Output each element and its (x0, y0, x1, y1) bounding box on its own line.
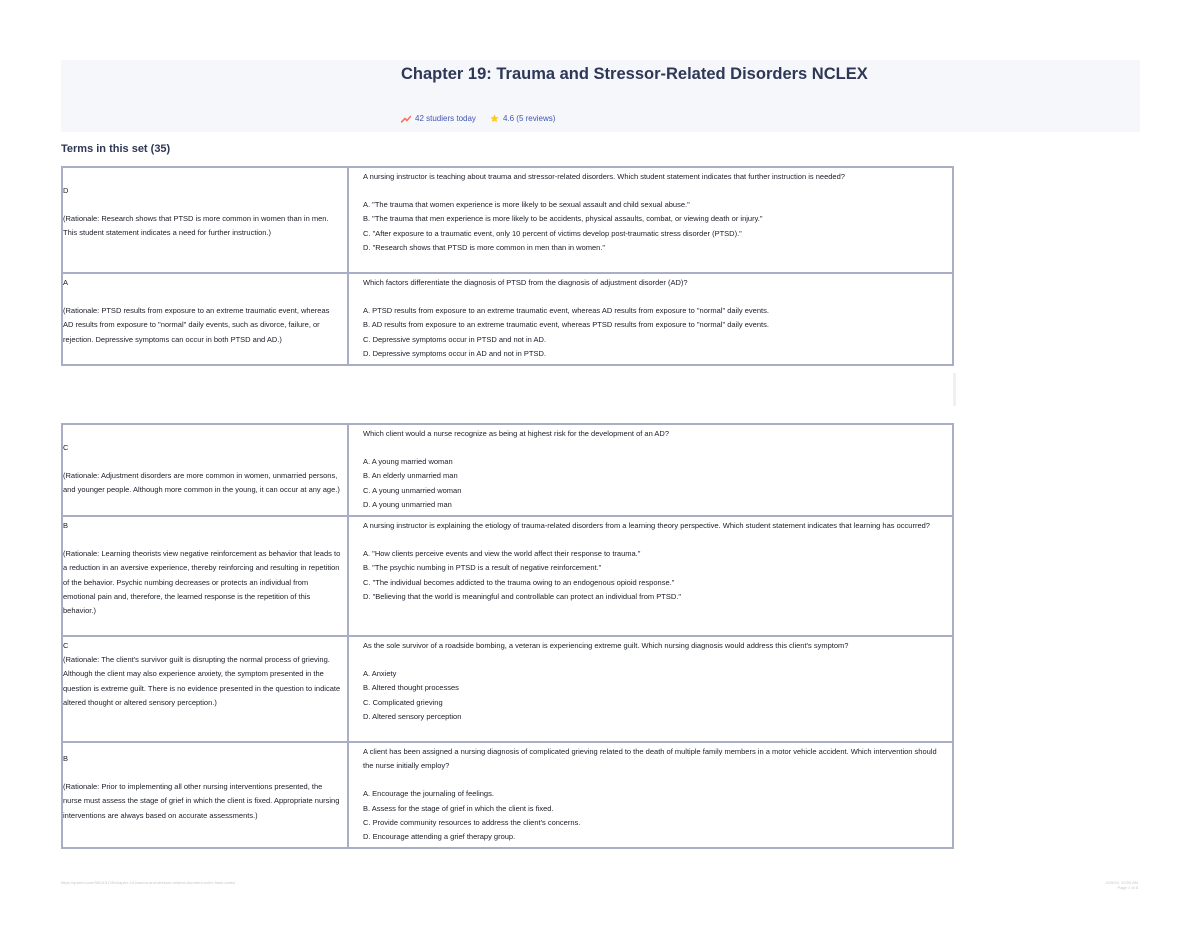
answer-options (363, 198, 940, 255)
option-item: D. Depressive symptoms occur in AD and not in PTSD. (363, 348, 546, 358)
studiers-count: 42 studiers today (415, 114, 476, 123)
term-row (63, 274, 952, 364)
option-item: D. "Research shows that PTSD is more common in men than in women." (363, 242, 606, 252)
footer-url[interactable]: https://quizlet.com/381115178/chapter-19-trauma-and-stressor-related-disorders-nclex-flash-cards/ (61, 880, 236, 885)
footer-page-number: Page 1 of 8 (1117, 885, 1138, 890)
option-item: B. "The psychic numbing in PTSD is a result of negative reinforcement." (363, 563, 602, 573)
footer-page-info (1106, 880, 1138, 890)
answer-options (363, 455, 940, 512)
rationale-text: (Rationale: PTSD results from exposure to an extreme traumatic event, whereas AD results from exposure to "normal" daily events, such as divorce, failure, or rejection. Depressive symptoms can occur in both PTSD and AD.) (63, 306, 332, 344)
question-cell (349, 274, 952, 364)
option-item: A. "The trauma that women experience is more likely to be sexual assault and child sexual abuse." (363, 200, 690, 210)
option-item: D. Encourage attending a grief therapy group. (363, 832, 516, 842)
option-item: A. A young married woman (363, 457, 453, 467)
option-item: D. A young unmarried man (363, 499, 452, 509)
option-item: C. Depressive symptoms occur in PTSD and not in AD. (363, 334, 546, 344)
answer-cell (63, 168, 349, 272)
option-item: A. Anxiety (363, 669, 397, 679)
trending-icon (401, 115, 411, 123)
answer-letter: C (63, 443, 69, 452)
answer-options (363, 667, 940, 724)
option-item: D. "Believing that the world is meaningful and controllable can protect an individual from PTSD." (363, 591, 681, 601)
page-edge (953, 373, 956, 406)
question-cell (349, 425, 952, 515)
option-item: C. "The individual becomes addicted to the trauma owing to an endogenous opioid response." (363, 577, 675, 587)
answer-letter: A (63, 278, 69, 287)
rationale-text: (Rationale: Learning theorists view negative reinforcement as behavior that leads to a reduction in an aversive experience, thereby reinforcing and resulting in repetition of the behavior. Psychic numbing decreases or protects an individual from emotional pain and, therefore, the learned response is the repetition of this behavior.) (63, 549, 343, 616)
question-cell (349, 743, 952, 847)
question-stem: A nursing instructor is explaining the etiology of trauma-related disorders from a learning theory perspective. Which student statement indicates that learning has occurred? (363, 521, 930, 530)
terms-table (61, 166, 954, 366)
answer-options (363, 547, 940, 604)
term-row (63, 743, 952, 847)
answer-cell (63, 425, 349, 515)
option-item: C. A young unmarried woman (363, 485, 462, 495)
question-cell (349, 637, 952, 741)
option-item: C. Complicated grieving (363, 697, 443, 707)
answer-letter: D (63, 186, 69, 195)
answer-cell (63, 743, 349, 847)
option-item: A. "How clients perceive events and view the world affect their response to trauma." (363, 549, 641, 559)
answer-cell (63, 274, 349, 364)
footer-date: 4/25/19, 10:59 AM (1105, 880, 1138, 885)
star-icon (490, 114, 499, 123)
option-item: C. Provide community resources to address the client's concerns. (363, 817, 581, 827)
option-item: A. Encourage the journaling of feelings. (363, 789, 494, 799)
rationale-text: (Rationale: The client's survivor guilt is disrupting the normal process of grieving. Although the client may also experience anxiety, the symptom presented in the question is extreme guilt. There is no evidence presented in the question to indicate altered thought or altered sensory perception.) (63, 655, 343, 707)
option-item: B. "The trauma that men experience is more likely to be accidents, physical assaults, combat, or viewing death or injury." (363, 214, 763, 224)
term-row (63, 517, 952, 637)
option-item: A. PTSD results from exposure to an extreme traumatic event, whereas AD results from exposure to "normal" daily events. (363, 306, 769, 316)
rationale-text: (Rationale: Prior to implementing all other nursing interventions presented, the nurse must assess the stage of grief in which the client is fixed. Appropriate nursing interventions are always based on accurate assessments.) (63, 782, 342, 820)
question-stem: A nursing instructor is teaching about trauma and stressor-related disorders. Which student statement indicates that further instruction is needed? (363, 172, 845, 181)
terms-heading: Terms in this set (35) (61, 143, 171, 155)
option-item: B. AD results from exposure to an extreme traumatic event, whereas PTSD results from exposure to "normal" daily events. (363, 320, 769, 330)
question-cell (349, 517, 952, 635)
answer-options (363, 304, 940, 361)
question-cell (349, 168, 952, 272)
answer-cell (63, 517, 349, 635)
answer-options (363, 787, 940, 844)
question-stem: Which factors differentiate the diagnosis of PTSD from the diagnosis of adjustment disorder (AD)? (363, 278, 688, 287)
rationale-text: (Rationale: Adjustment disorders are more common in women, unmarried persons, and younger people. Although more common in the young, it can occur at any age.) (63, 471, 340, 495)
term-row (63, 168, 952, 274)
answer-letter: B (63, 754, 69, 763)
set-title: Chapter 19: Trauma and Stressor-Related Disorders NCLEX (401, 65, 868, 83)
answer-letter: C (63, 641, 69, 650)
option-item: D. Altered sensory perception (363, 711, 462, 721)
answer-letter: B (63, 521, 69, 530)
rationale-text: (Rationale: Research shows that PTSD is more common in women than in men. This student statement indicates a need for further instruction.) (63, 214, 331, 238)
question-stem: A client has been assigned a nursing diagnosis of complicated grieving related to the death of multiple family members in a motor vehicle accident. Which intervention should the nurse initially employ? (363, 747, 939, 771)
set-meta (401, 114, 555, 123)
answer-cell (63, 637, 349, 741)
question-stem: As the sole survivor of a roadside bombing, a veteran is experiencing extreme guilt. Which nursing diagnosis would address this client's symptom? (363, 641, 849, 650)
term-row (63, 637, 952, 743)
rating-text[interactable]: 4.6 (5 reviews) (502, 114, 556, 123)
option-item: B. Altered thought processes (363, 683, 459, 693)
option-item: C. "After exposure to a traumatic event, only 10 percent of victims develop post-traumatic stress disorder (PTSD)." (363, 228, 742, 238)
terms-table (61, 423, 954, 849)
option-item: B. Assess for the stage of grief in which the client is fixed. (363, 803, 554, 813)
question-stem: Which client would a nurse recognize as being at highest risk for the development of an AD? (363, 429, 670, 438)
term-row (63, 425, 952, 517)
option-item: B. An elderly unmarried man (363, 471, 458, 481)
